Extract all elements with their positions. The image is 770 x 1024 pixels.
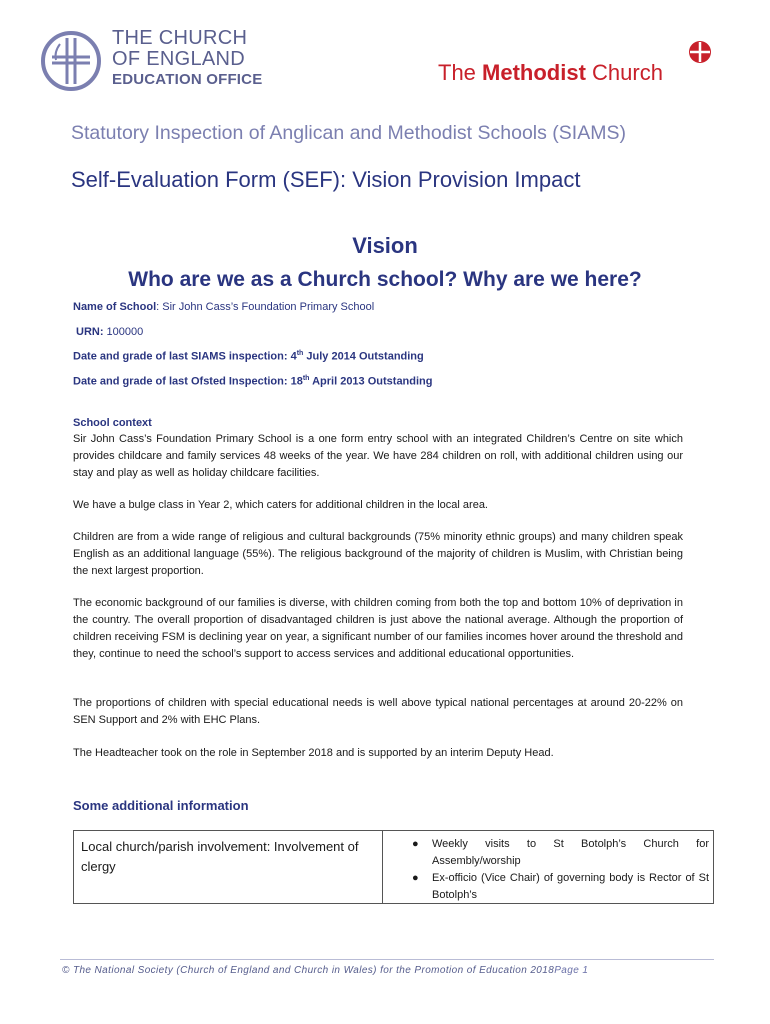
footer-divider (60, 959, 714, 960)
table-divider (382, 831, 383, 903)
vision-subheading: Who are we as a Church school? Why are we here? (128, 268, 642, 291)
bullet-text: Ex-officio (Vice Chair) of governing body is Rector of St Botolph’s (432, 872, 709, 901)
page-footer (62, 965, 588, 976)
page-number: Page 1 (554, 965, 589, 976)
table-left-cell: Local church/parish involvement: Involvement of clergy (81, 839, 359, 874)
vision-heading: Vision (352, 233, 418, 258)
list-item (384, 836, 709, 870)
context-paragraph-1: Sir John Cass’s Foundation Primary School is a one form entry school with an integrated Children’s Centre on site which provides childcare and family services 48 weeks of the year. We have 284 children on roll, with additional children using our stay and play as well as holiday childcare facilities. (73, 433, 683, 479)
ofsted-date-field (73, 375, 433, 388)
context-paragraph-4: The economic background of our families is diverse, with children coming from both the top and bottom 10% of deprivation in the country. The overall proportion of disadvantaged children is just above the national average. Although the proportion of children receiving FSM is declining year on year, a significant number of our families incomes hover around the threshold and they, continue to need the school’s support to access services and additional educational opportunities. (73, 597, 683, 660)
urn-value: 100000 (103, 326, 144, 338)
methodist-prefix: The (438, 60, 483, 85)
bullet-text: Weekly visits to St Botolph’s Church for Assembly/worship (432, 838, 709, 867)
siams-date-rest: July 2014 Outstanding (303, 350, 424, 363)
context-paragraph-2: We have a bulge class in Year 2, which caters for additional children in the local area. (73, 499, 488, 511)
methodist-suffix: Church (585, 60, 663, 85)
context-paragraph-3: Children are from a wide range of religious and cultural backgrounds (75% minority ethnic groups) and many children speak English as an additional language (55%). The religious background of the majority of children is Muslim, with Christian being the next largest proportion. (73, 531, 683, 577)
siams-title: Statutory Inspection of Anglican and Methodist Schools (SIAMS) (71, 122, 626, 144)
urn-field (76, 326, 143, 338)
list-item (384, 870, 709, 904)
ofsted-date-sup: th (302, 375, 310, 382)
table-right-cell (384, 836, 709, 904)
church-involvement-table (73, 830, 714, 904)
methodist-bold: Methodist (482, 60, 586, 85)
school-name-label: Name of School (73, 301, 157, 313)
methodist-church-logo (438, 40, 728, 90)
methodist-wordmark (438, 60, 663, 86)
methodist-cross-icon (688, 40, 712, 64)
bullet-icon: ● (412, 872, 419, 884)
siams-date-label: Date and grade of last SIAMS inspection: 4 (73, 350, 297, 363)
siams-date-sup: th (296, 350, 304, 357)
sef-title: Self-Evaluation Form (SEF): Vision Provision Impact (71, 167, 581, 192)
ofsted-date-label: Date and grade of last Ofsted Inspection: 18 (73, 375, 303, 388)
context-paragraph-5: The proportions of children with special educational needs is well above typical national percentages at around 20-22% on SEN Support and 2% with EHC Plans. (73, 697, 683, 726)
school-name-value: : Sir John Cass’s Foundation Primary School (156, 301, 375, 313)
bullet-icon: ● (412, 838, 419, 850)
context-paragraph-6: The Headteacher took on the role in September 2018 and is supported by an interim Deputy Head. (73, 747, 554, 759)
siams-date-field (73, 350, 424, 363)
coe-line3: EDUCATION OFFICE (112, 71, 263, 88)
church-of-england-logo (40, 28, 280, 94)
coe-wordmark (112, 28, 262, 90)
school-name-field (73, 301, 374, 313)
coe-line2: OF ENGLAND (112, 48, 246, 70)
footer-copyright: © The National Society (Church of England and Church in Wales) for the Promotion of Education 2018 (62, 965, 555, 976)
ofsted-date-rest: April 2013 Outstanding (309, 375, 433, 388)
school-context-heading: School context (73, 417, 152, 429)
urn-label: URN: (76, 326, 104, 338)
church-emblem-icon (40, 30, 102, 92)
coe-line1: THE CHURCH (112, 27, 248, 49)
additional-info-heading: Some additional information (73, 798, 249, 813)
